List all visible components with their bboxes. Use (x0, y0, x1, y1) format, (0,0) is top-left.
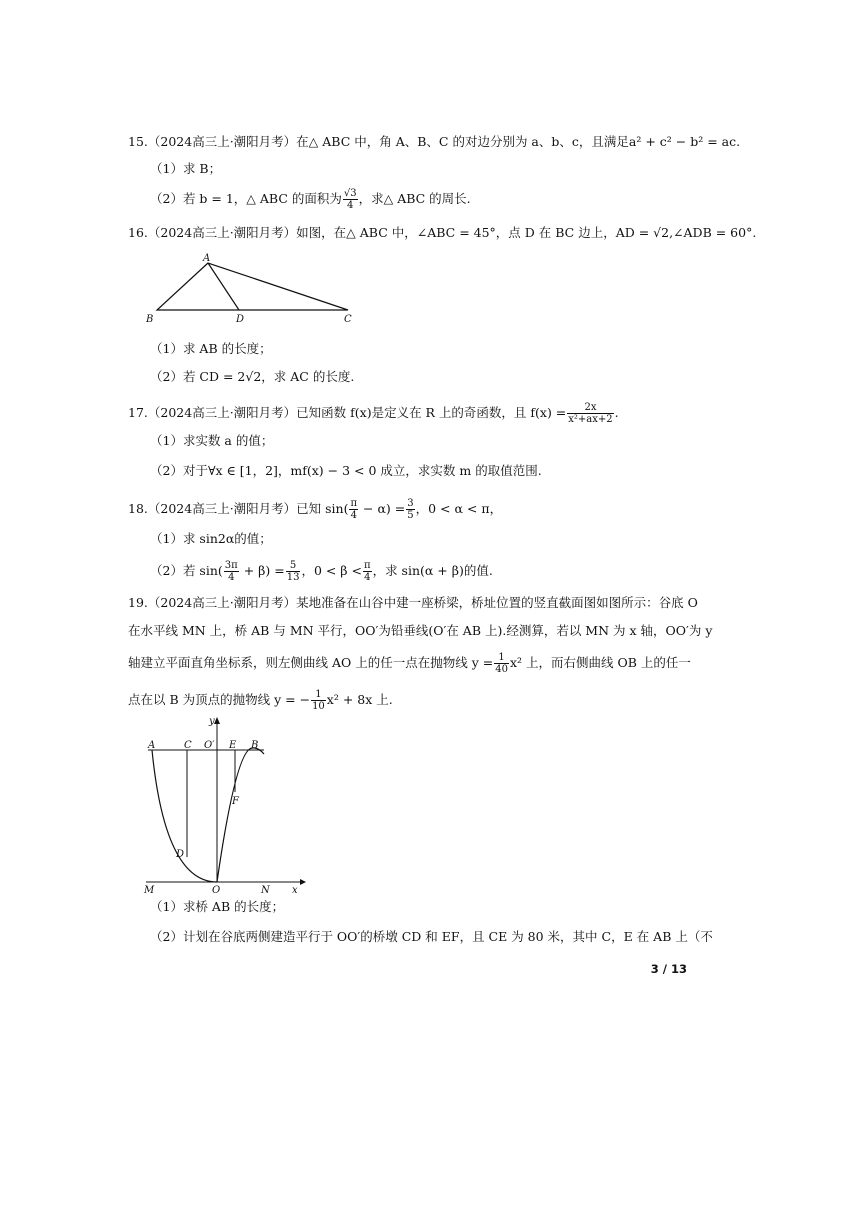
q19-part2: （2）计划在谷底两侧建造平行于 OO′的桥墩 CD 和 EF，且 CE 为 80 米，其中 C，E 在 AB 上（不 (150, 929, 713, 944)
label-f: F (232, 796, 239, 807)
label-c2: C (184, 740, 192, 751)
label-b2: B (251, 740, 259, 751)
label-n: N (261, 885, 270, 896)
label-c: C (344, 314, 352, 325)
label-d2: D (176, 849, 185, 860)
q18-part1: （1）求 sin2α的值； (150, 531, 272, 546)
q16-part2: （2）若 CD = 2√2，求 AC 的长度. (150, 369, 355, 384)
q19-line3: 轴建立平面直角坐标系，则左侧曲线 AO 上的任一点在抛物线 y = $\frac{1}{40}$ x² 上，而右侧曲线 OB 上的任一 (128, 652, 691, 675)
q15-lead: 15.（2024高三上·潮阳月考）在△ ABC 中，角 A、B、C 的对边分别为 a、b、c，且满足a² + c² − b² = ac. (128, 134, 741, 149)
q19-line2: 在水平线 MN 上，桥 AB 与 MN 平行，OO′为铅垂线(O′在 AB 上).经测算，若以 MN 为 x 轴，OO′为 y (128, 623, 713, 638)
label-m: M (144, 885, 155, 896)
page-number: 3 / 13 (650, 962, 687, 976)
q17-part2: （2）对于∀x ∈ [1，2]，mf(x) − 3 < 0 成立，求实数 m 的取值范围. (150, 463, 542, 478)
q15-part1: （1）求 B； (150, 161, 222, 176)
label-x: x (292, 885, 298, 896)
q19-part1: （1）求桥 AB 的长度； (150, 899, 285, 914)
bridge-figure (140, 712, 310, 897)
q17-lead: 17.（2024高三上·潮阳月考）已知函数 f(x)是定义在 R 上的奇函数，且 f(x) = $\frac{2x}{\text{x²+ax+2}}$ . (128, 402, 619, 425)
label-e: E (229, 740, 237, 751)
q18-part2: （2）若 sin( $\frac{3\pi}{4}$ + β) = $\frac{5}{13}$ ，0 < β < $\frac{\pi}{4}$ ，求 sin(α + β)的值. (150, 560, 493, 583)
q19-line4: 点在以 B 为顶点的抛物线 y = − $\frac{1}{10}$ x² + 8x 上. (128, 689, 393, 712)
label-y: y (209, 716, 215, 727)
label-o: O (212, 885, 221, 896)
triangle-figure (140, 250, 370, 330)
q15-part2: （2）若 b = 1，△ ABC 的面积为 $\frac{√3}{4}$ ，求△ ABC 的周长. (150, 188, 471, 211)
label-d: D (236, 314, 245, 325)
q18-lead: 18.（2024高三上·潮阳月考）已知 sin( $\frac{\pi}{4}$ − α) = $\frac{3}{5}$ ，0 < α < π， (128, 498, 503, 521)
q19-line1: 19.（2024高三上·潮阳月考）某地准备在山谷中建一座桥梁，桥址位置的竖直截面图如图所示：谷底 O (128, 595, 698, 610)
label-a: A (203, 253, 211, 264)
label-b: B (146, 314, 154, 325)
label-o-prime: O′ (204, 740, 215, 751)
label-a2: A (148, 740, 156, 751)
q16-part1: （1）求 AB 的长度； (150, 341, 272, 356)
q17-part1: （1）求实数 a 的值； (150, 433, 274, 448)
q16-lead: 16.（2024高三上·潮阳月考）如图，在△ ABC 中，∠ABC = 45°，点 D 在 BC 边上，AD = √2,∠ADB = 60°. (128, 225, 757, 240)
